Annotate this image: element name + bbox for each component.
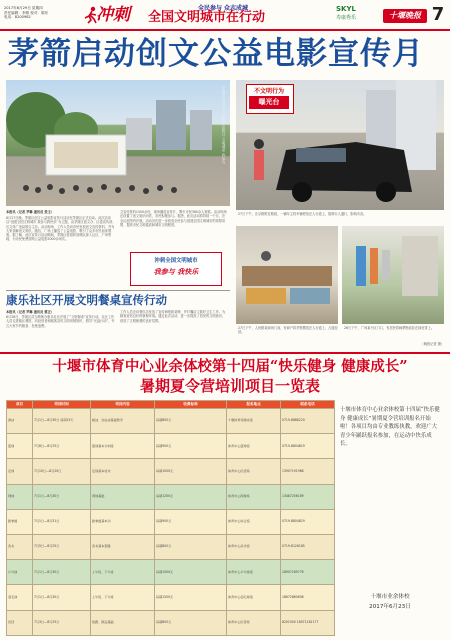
schedule-header-cell: 培训时间	[33, 401, 91, 409]
header-rule	[0, 29, 450, 31]
slogan-box-subtitle: 我参与 我快乐	[153, 268, 199, 276]
exposure-caption-1: 27日下午，北京路附近路段，一辆车主将车辆停放在人行道上，阻碍行人通行，影响市容。	[238, 212, 367, 216]
schedule-cell-fee: 每期800元	[155, 535, 227, 560]
header-phone: 电话：8200982	[4, 15, 31, 20]
schedule-cell-phone: 0719-8888220	[281, 409, 335, 434]
article1-byline: 本报讯（记者 罗琳 通讯员 张主）	[6, 210, 54, 214]
side-note-date: 2017年6月23日	[369, 604, 411, 610]
schedule-cell-time: 7月1日—8月30日 每期15天	[33, 409, 91, 434]
article2-byline: 本报讯（记者 罗琳 通讯员 蔡正）	[6, 310, 54, 314]
brand-subtitle: 寿康秀乐	[336, 15, 357, 21]
newspaper-tag: 十堰晚报	[383, 9, 427, 23]
schedule-cell-fee: 每期900元	[155, 434, 227, 459]
schedule-cell-time: 7月5日—8月25日	[33, 535, 91, 560]
article-divider	[6, 290, 230, 291]
schedule-cell-time: 7月1日—8月30日	[33, 560, 91, 585]
schedule-cell-item: 游泳	[7, 409, 33, 434]
schedule-cell-content: 短跑、跳远基础	[91, 610, 155, 635]
schedule-cell-content: 跆拳道基本功	[91, 509, 155, 534]
exposure-credit: （晚报记者 摄）	[420, 342, 444, 346]
schedule-header-row	[7, 401, 335, 409]
schedule-cell-time: 7月8日—8月25日	[33, 434, 91, 459]
article2-body-col2: 工作人员还向餐饮店发放了宣传海报和桌牌，并叮嘱店主做好卫生工作，为顾客营造良好的就餐环境。通过此次活动，进一步提高了居民的文明意识，营造了文明就餐的良好氛围。	[120, 310, 226, 323]
schedule-header-cell: 收费标准	[155, 401, 227, 409]
article2-headline: 康乐社区开展文明餐桌宣传行动	[6, 293, 167, 307]
schedule-cell-fee: 每期1200元	[155, 585, 227, 610]
page-number: 7	[431, 4, 445, 25]
schedule-cell-phone: 0719-8804819	[281, 434, 335, 459]
exposure-caption-2: 27日下午，人民路某商场门前，有商户将货物摆放在人行道上，占道经营。	[238, 326, 338, 335]
header-slogan-small: 全民参与 众志成城	[197, 5, 249, 12]
schedule-cell-phone: 0719-8126185	[281, 535, 335, 560]
schedule-row	[7, 409, 335, 434]
schedule-cell-place: 体育中心武术馆	[227, 535, 281, 560]
schedule-cell-fee: 每期1000元	[155, 560, 227, 585]
schedule-header-cell: 培训内容	[91, 401, 155, 409]
schedule-cell-fee: 每期900元	[155, 509, 227, 534]
exposure-photo-3	[342, 226, 444, 324]
schedule-cell-time: 7月1日—8月30日	[33, 585, 91, 610]
schedule-cell-place: 十堰体育场游泳馆	[227, 409, 281, 434]
schedule-row	[7, 535, 335, 560]
article1-headline: 茅箭启动创文公益电影宣传月	[8, 36, 424, 72]
slogan-box-title: 沖刺全国文明城市	[154, 258, 198, 264]
schedule-cell-fee: 每期800元	[155, 610, 227, 635]
schedule-cell-content: 足球基本技术	[91, 459, 155, 484]
schedule-header-cell: 项目	[7, 401, 33, 409]
banner-rule	[0, 352, 450, 354]
schedule-cell-item: 武术	[7, 535, 33, 560]
schedule-cell-time: 7月1日—8月30日	[33, 484, 91, 509]
schedule-cell-content: 上午班、下午班	[91, 585, 155, 610]
header-meta	[4, 6, 82, 20]
schedule-cell-place: 体育中心综合馆	[227, 509, 281, 534]
schedule-cell-content: 篮球基本功训练	[91, 434, 155, 459]
schedule-cell-content: 蛙泳、自由泳基础教学	[91, 409, 155, 434]
side-note: 十堰市体育中心业余体校第十四届“快乐健身 健康成长”暑期夏令营培训报名开始啦！各项目均由专业教练执教，欢迎广大青少年踊跃报名参加，在运动中快乐成长。	[340, 407, 440, 448]
schedule-cell-fee: 每期1200元	[155, 484, 227, 509]
schedule-cell-item: 跆拳道	[7, 509, 33, 534]
schedule-cell-phone: 18672860636	[281, 585, 335, 610]
schedule-cell-place: 体育中心羽毛球馆	[227, 585, 281, 610]
schedule-cell-item: 田径	[7, 610, 33, 635]
schedule-cell-item: 乒乓球	[7, 560, 33, 585]
schedule-row	[7, 484, 335, 509]
schedule-row	[7, 610, 335, 635]
schedule-row	[7, 585, 335, 610]
event-photo	[6, 80, 230, 206]
banner-title-line2: 暑期夏令营培训项目一览表	[139, 377, 320, 395]
schedule-cell-phone: 13487256189	[281, 484, 335, 509]
brand-logo: SKYL	[336, 5, 356, 13]
header-editor: 责任编辑：李婧 校对：陈东	[4, 10, 49, 15]
event-photo-caption: 茅箭区启动创文公益电影宣传月 文明城市 我参与	[222, 86, 226, 164]
exposure-badge-top: 不文明行为	[253, 88, 284, 95]
article1-body-col1: 6月27日晚，茅箭区创文公益电影宣传月活动在茅箭区正式启动。此次活动以“创建全国文明城市 我参与我快乐”为主题，由茅箭区创文办、区委宣传部、区文体广电局联合主办。活动现场，工作人员向市民发放创文宣传资料，并为大家讲解创文知识。随后，广场上播放了公益电影，吸引了众多市民前来观看。据了解，此次宣传月活动期间，茅箭区将组织放映队深入社区、广场等地，为市民免费放映公益电影2000余场次。	[6, 216, 116, 242]
banner-title-line1: 十堰市体育中心业余体校第十四届“快乐健身 健康成长”	[52, 358, 408, 375]
header-date: 2017年6月29日 星期四	[4, 6, 43, 10]
exposure-caption-3: 26日下午，广场某小区门口，有居民将晾晒物品挂在绿化带上。	[344, 326, 435, 330]
schedule-cell-time: 7月3日—8月25日	[33, 610, 91, 635]
schedule-cell-place: 体育中心田径场	[227, 610, 281, 635]
slogan-box	[130, 252, 222, 286]
schedule-row	[7, 560, 335, 585]
article2-body-col1: 6月28日，茅箭区武当路街办康乐社区开展了“文明餐桌”宣传行动。社区工作人员走进辖区餐馆，向经营者和顾客宣传文明用餐知识，倡导“光盘行动”，号召大家节约粮食、杜绝浪费。	[6, 315, 115, 328]
schedule-cell-place: 体育中心网球场	[227, 484, 281, 509]
schedule-cell-phone: 18907189776	[281, 560, 335, 585]
header-slogan: 全国文明城市在行动	[148, 10, 266, 25]
schedule-header-cell: 报名地点	[227, 401, 281, 409]
schedule-cell-item: 羽毛球	[7, 585, 33, 610]
schedule-cell-place: 体育中心篮球馆	[227, 434, 281, 459]
exposure-badge-bottom: 曝光台	[249, 96, 289, 109]
schedule-row	[7, 509, 335, 534]
schedule-cell-time: 7月10日—8月20日	[33, 459, 91, 484]
schedule-cell-item: 足球	[7, 459, 33, 484]
schedule-cell-phone: 0719-8804819	[281, 509, 335, 534]
schedule-header-cell: 联系电话	[281, 401, 335, 409]
schedule-cell-item: 篮球	[7, 434, 33, 459]
schedule-cell-phone: 13907191968	[281, 459, 335, 484]
schedule-cell-place: 体育中心乒乓球馆	[227, 560, 281, 585]
section-logo: 冲刺	[96, 5, 130, 25]
schedule-cell-content: 上午班、下午班	[91, 560, 155, 585]
schedule-cell-item: 网球	[7, 484, 33, 509]
schedule-cell-content: 网球基础	[91, 484, 155, 509]
schedule-cell-time: 7月1日—8月31日	[33, 509, 91, 534]
schedule-row	[7, 459, 335, 484]
article1-body-col2: 文宣传资料1500余份，现场播放宣传片，吸引市民360余人观看。活动现场还设置了创文知识问答，市民积极参与。据悉，此次活动将持续一个月，在全区范围内开展。活动旨在进一步营造全民参与创建全国文明城市的浓厚氛围，提高市民文明素质和城市文明程度。	[120, 210, 227, 227]
side-note-sign: 十堰市业余体校	[370, 594, 410, 600]
schedule-cell-fee: 每期800元	[155, 409, 227, 434]
schedule-cell-content: 武术基本套路	[91, 535, 155, 560]
schedule-row	[7, 434, 335, 459]
schedule-cell-place: 体育中心田径场	[227, 459, 281, 484]
exposure-photo-2	[236, 226, 338, 324]
schedule-cell-fee: 每期1000元	[155, 459, 227, 484]
schedule-table	[6, 400, 335, 636]
schedule-cell-phone: 8201000 18071181177	[281, 610, 335, 635]
